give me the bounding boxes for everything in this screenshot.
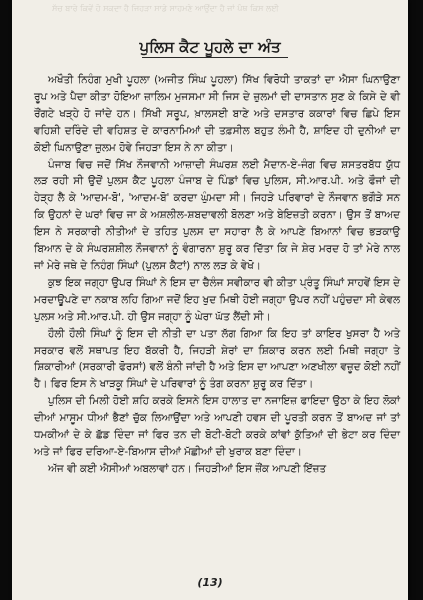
paragraph: ਕੁਝ ਇਕ ਜਗ੍ਹਾ ਉਪਰ ਸਿੰਘਾਂ ਨੇ ਇਸ ਦਾ ਚੈਲੰਜ ਸਵੀਕਾਰ ਵੀ ਕੀਤਾ ਪ੍ਰੰਤੂ ਸਿੰਘਾਂ ਸਾਹਵੇਂ ਇਸ ਦੇ ਮਰਦਾਊਪਣੇ ਦਾ ਨਕਾਬ ਲਹਿ ਗਿਆ ਜਦੋਂ ਇਹ ਖੁਦ ਮਿਥੀ ਹੋਈ ਜਗ੍ਹਾ ਉਪਰ ਨਹੀਂ ਪਹੁੰਚਦਾ ਸੀ ਕੇਵਲ ਪੁਲਸ ਅਤੇ ਸੀ.ਆਰ.ਪੀ. ਹੀ ਉਸ ਜਗ੍ਹਾ ਨੂੰ ਘੇਰਾ ਘੱਤ ਲੈਂਦੀ ਸੀ। [34,276,400,323]
chapter-title: ਪੁਲਿਸ ਕੈਟ ਪੂਹਲੇ ਦਾ ਅੰਤ [139,38,281,56]
paragraph: ਅਖੌਤੀ ਨਿਹੰਗ ਮੁਖੀ ਪੂਹਲਾ (ਅਜੀਤ ਸਿੰਘ ਪੂਹਲਾ) ਸਿੱਖ ਵਿਰੋਧੀ ਤਾਕਤਾਂ ਦਾ ਐਸਾ ਘਿਨਾਉਣਾ ਰੂਪ ਅਤੇ ਪੈਦਾ ਕੀਤਾ ਹੋਇਆ ਜ਼ਾਲਿਮ ਮੁਜਸਮਾ ਸੀ ਜਿਸ ਦੇ ਜ਼ੁਲਮਾਂ ਦੀ ਦਾਸਤਾਨ ਸੁਣ ਕੇ ਕਿਸੇ ਦੇ ਵੀ ਰੌਂਗਟੇ ਖੜ੍ਹੇ ਹੋ ਜਾਂਦੇ ਹਨ। ਸਿੱਖੀ ਸਰੂਪ, ਖ਼ਾਲਸਈ ਬਾਣੇ ਅਤੇ ਦਸਤਾਰ ਕਕਾਰਾਂ ਵਿਚ ਛਿਪੇ ਇਸ ਵਹਿਸ਼ੀ ਦਰਿੰਦੇ ਦੀ ਵਹਿਸ਼ਤ ਦੇ ਕਾਰਨਾਮਿਆਂ ਦੀ ਤਫ਼ਸੀਲ ਬਹੁਤ ਲੰਮੀ ਹੈ, ਸ਼ਾਇਦ ਹੀ ਦੁਨੀਆਂ ਦਾ ਕੋਈ ਘਿਨਾਉਣਾ ਜ਼ੁਲਮ ਹੋਵੇ ਜਿਹੜਾ ਇਸ ਨੇ ਨਾ ਕੀਤਾ। [34,74,400,154]
title-underline [142,57,288,58]
bleed-through-text: ਸੱਚ ਬਾਰੇ ਕਿਵੇਂ ਹੋ ਸਕਦਾ ਹੈ ਜਿਹੜਾ ਸਾਡੇ ਸਾਹਮਣੇ ਆਉਂਦਾ ਹੈ ਜਾਂ ਪੰਥ ਕਿਸ ਲਈ [52,4,279,13]
body-text [34,72,400,478]
paragraph: ਅੱਜ ਵੀ ਕਈ ਐਸੀਆਂ ਅਬਲਾਵਾਂ ਹਨ। ਜਿਹੜੀਆਂ ਇਸ ਜ਼ੌਂਕ ਆਪਣੀ ਇੱਜ਼ਤ [48,462,327,475]
page-number: (13) [197,576,223,589]
paragraph: ਪੁਲਿਸ ਦੀ ਮਿਲੀ ਹੋਈ ਸ਼ਹਿ ਕਰਕੇ ਇਸਨੇ ਇਸ ਹਾਲਾਤ ਦਾ ਨਜਾਇਜ਼ ਫਾਇਦਾ ਉਠਾ ਕੇ ਇਹ ਲੋਕਾਂ ਦੀਆਂ ਮਾਸੂਮ ਧੀਆਂ ਭੈਣਾਂ ਚੁੱਕ ਲਿਆਉਂਦਾ ਅਤੇ ਆਪਣੀ ਹਵਸ ਦੀ ਪੂਰਤੀ ਕਰਨ ਤੋਂ ਬਾਅਦ ਜਾਂ ਤਾਂ ਧਮਕੀਆਂ ਦੇ ਕੇ ਛੱਡ ਦਿੰਦਾ ਜਾਂ ਫਿਰ ਤਨ ਦੀ ਬੋਟੀ-ਬੋਟੀ ਕਰਕੇ ਕਾਂਵਾਂ ਕੁੱਤਿਆਂ ਦੀ ਭੇਟਾ ਕਰ ਦਿੰਦਾ ਅਤੇ ਜਾਂ ਫਿਰ ਦਰਿਆ-ਏ-ਬਿਆਸ ਦੀਆਂ ਮੱਛੀਆਂ ਦੀ ਖੁਰਾਕ ਬਣਾ ਦਿੰਦਾ। [34,395,400,458]
book-page [12,0,408,600]
paragraph: ਪੰਜਾਬ ਵਿਚ ਜਦੋਂ ਸਿੱਖ ਨੌਜਵਾਨੀ ਆਜ਼ਾਦੀ ਸੰਘਰਸ਼ ਲਈ ਮੈਦਾਨ-ਏ-ਜੰਗ ਵਿਚ ਸ਼ਸਤਰਬੱਧ ਯੁੱਧ ਲੜ ਰਹੀ ਸੀ ਉਦੋਂ ਪੁਲਸ ਕੈਟ ਪੂਹਲਾ ਪੰਜਾਬ ਦੇ ਪਿੰਡਾਂ ਵਿਚ ਪੁਲਿਸ, ਸੀ.ਆਰ.ਪੀ. ਅਤੇ ਫੌਜਾਂ ਦੀ ਹੇੜ੍ਹ ਲੈ ਕੇ 'ਆਦਮ-ਬੋ', 'ਆਦਮ-ਬੋ' ਕਰਦਾ ਘੁੰਮਦਾ ਸੀ। ਜਿਹੜੇ ਪਰਿਵਾਰਾਂ ਦੇ ਨੌਜਵਾਨ ਭਗੌੜੇ ਸਨ ਕਿ ਉਹਨਾਂ ਦੇ ਘਰਾਂ ਵਿਚ ਜਾ ਕੇ ਅਸ਼ਲੀਲ-ਸ਼ਬਦਾਵਲੀ ਬੋਲਣਾ ਅਤੇ ਬੇਇਜ਼ਤੀ ਕਰਨਾ। ਉਸ ਤੋਂ ਬਾਅਦ ਇਸ ਨੇ ਸਰਕਾਰੀ ਨੀਤੀਆਂ ਦੇ ਤਹਿਤ ਪੁਲਸ ਦਾ ਸਹਾਰਾ ਲੈ ਕੇ ਆਪਣੇ ਬਿਆਨਾਂ ਵਿਚ ਭੜਕਾਉ ਬਿਆਨ ਦੇ ਕੇ ਸੰਘਰਸ਼ਸ਼ੀਲ ਨੌਜਵਾਨਾਂ ਨੂੰ ਵੰਗਾਰਨਾ ਸ਼ੁਰੂ ਕਰ ਦਿੱਤਾ ਕਿ ਜੇ ਸ਼ੇਰ ਮਰਦ ਹੋ ਤਾਂ ਮੇਰੇ ਨਾਲ ਜਾਂ ਮੇਰੇ ਜਥੇ ਦੇ ਨਿਹੰਗ ਸਿੰਘਾਂ (ਪੁਲਸ ਕੈਟਾਂ) ਨਾਲ ਲੜ ਕੇ ਵੇਖੋ। [34,158,400,272]
paragraph: ਹੌਲੀ ਹੌਲੀ ਸਿੰਘਾਂ ਨੂੰ ਇਸ ਦੀ ਨੀਤੀ ਦਾ ਪਤਾ ਲੱਗ ਗਿਆ ਕਿ ਇਹ ਤਾਂ ਕਾਇਰ ਖੁਸਰਾ ਹੈ ਅਤੇ ਸਰਕਾਰ ਵਲੋਂ ਸਥਾਪਤ ਇਹ ਬੱਕਰੀ ਹੈ, ਜਿਹੜੀ ਸ਼ੇਰਾਂ ਦਾ ਸ਼ਿਕਾਰ ਕਰਨ ਲਈ ਮਿਥੀ ਜਗ੍ਹਾ ਤੇ ਸ਼ਿਕਾਰੀਆਂ (ਸਰਕਾਰੀ ਫੋਰਸਾਂ) ਵਲੋਂ ਬੰਨੀ ਜਾਂਦੀ ਹੈ ਅਤੇ ਇਸ ਦਾ ਆਪਣਾ ਅਣਖੀਲਾ ਵਜ਼ੂਦ ਕੋਈ ਨਹੀਂ ਹੈ। ਫਿਰ ਇਸ ਨੇ ਖਾੜਕੂ ਸਿੰਘਾਂ ਦੇ ਪਰਿਵਾਰਾਂ ਨੂੰ ਤੰਗ ਕਰਨਾ ਸ਼ੁਰੂ ਕਰ ਦਿੱਤਾ। [34,327,400,391]
